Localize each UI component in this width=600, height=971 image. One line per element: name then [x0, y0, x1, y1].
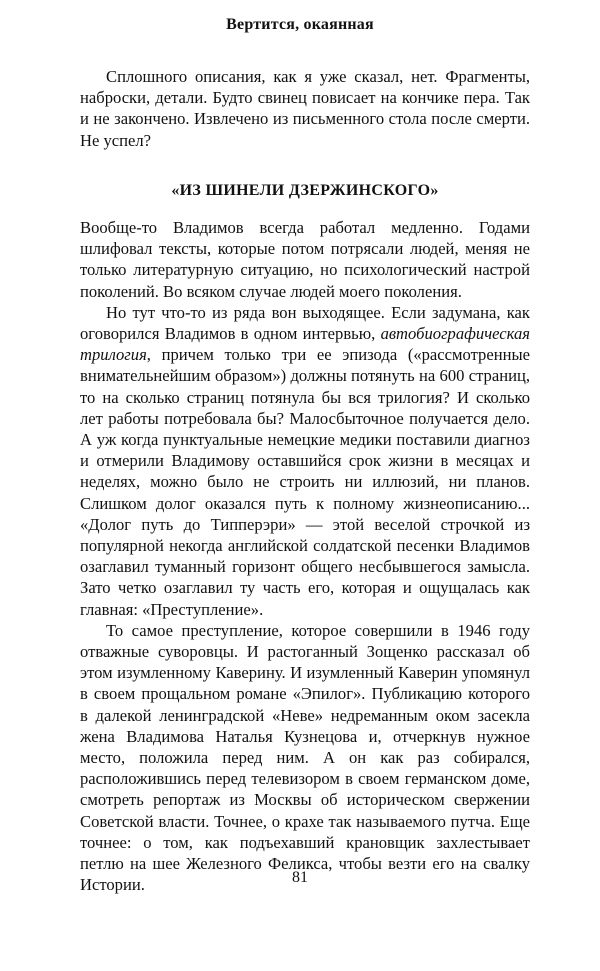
intro-section — [80, 66, 530, 151]
paragraph-3: То самое преступление, которое совершили в 1946 году отважные суворовцы. И растоганный Зощенко рассказал об этом изумленному Каверину. И изумленный Каверин упомянул в своем прощальном романе «Эпилог». Публикацию которого в далекой ленинградской «Неве» недреманным оком засекла жена Владимова Наталья Кузнецова и, отчеркнув нужное место, положила перед ним. А он как раз собирался, расположившись перед телевизором в своем германском доме, смотреть репортаж из Москвы об историческом свержении Советской власти. Точнее, о крахе так называемого путча. Еще точнее: о том, как подъехавший крановщик захлестывает петлю на шее Железного Феликса, чтобы везти его на свалку Истории. — [80, 620, 530, 895]
page-number: 81 — [292, 869, 308, 886]
running-head: Вертится, окаянная — [226, 16, 374, 33]
body-section — [80, 217, 530, 896]
paragraph-1: Вообще-то Владимов всегда работал медленно. Годами шлифовал тексты, которые потом потрясали людей, меняя не только литературную ситуацию, но психологический настрой поколений. Во всяком случае людей моего поколения. — [80, 218, 530, 301]
intro-paragraph: Сплошного описания, как я уже сказал, нет. Фрагменты, наброски, детали. Будто свинец повисает на кончике пера. Так и не закончено. Извлечено из письменного стола после смерти. Не успел? — [80, 67, 530, 150]
paragraph-2-emphasis: автобиографическая трилогия — [80, 324, 530, 365]
paragraph-2-end: , причем только три ее эпизода («рассмотренные внимательнейшим образом») должны потянуть на 600 страниц, то на сколько страниц потянула бы вся трилогия? И сколько лет работы потребовала бы? Малосбыточное получается дело. А уж когда пунктуальные немецкие медики поставили диагноз и отмерили Владимову оставшийся срок жизни в месяцах и неделях, можно было не строить ни иллюзий, ни планов. Слишком долог оказался путь к полному жизнеописанию... «Долог путь до Типперэри» — этой веселой строчкой из популярной некогда английской солдатской песенки Владимов озаглавил туманный горизонт общего несбывшегося замысла. Зато четко озаглавил ту часть его, которая и ощущалась как главная: «Преступление». — [80, 345, 530, 619]
paragraph-2 — [80, 302, 530, 620]
paragraph-2-start: Но тут что-то из ряда вон выходящее. Если задумана, как оговорился Владимов в одном интервью, — [80, 302, 530, 344]
section-heading: «ИЗ ШИНЕЛИ ДЗЕРЖИНСКОГО» — [171, 182, 439, 199]
